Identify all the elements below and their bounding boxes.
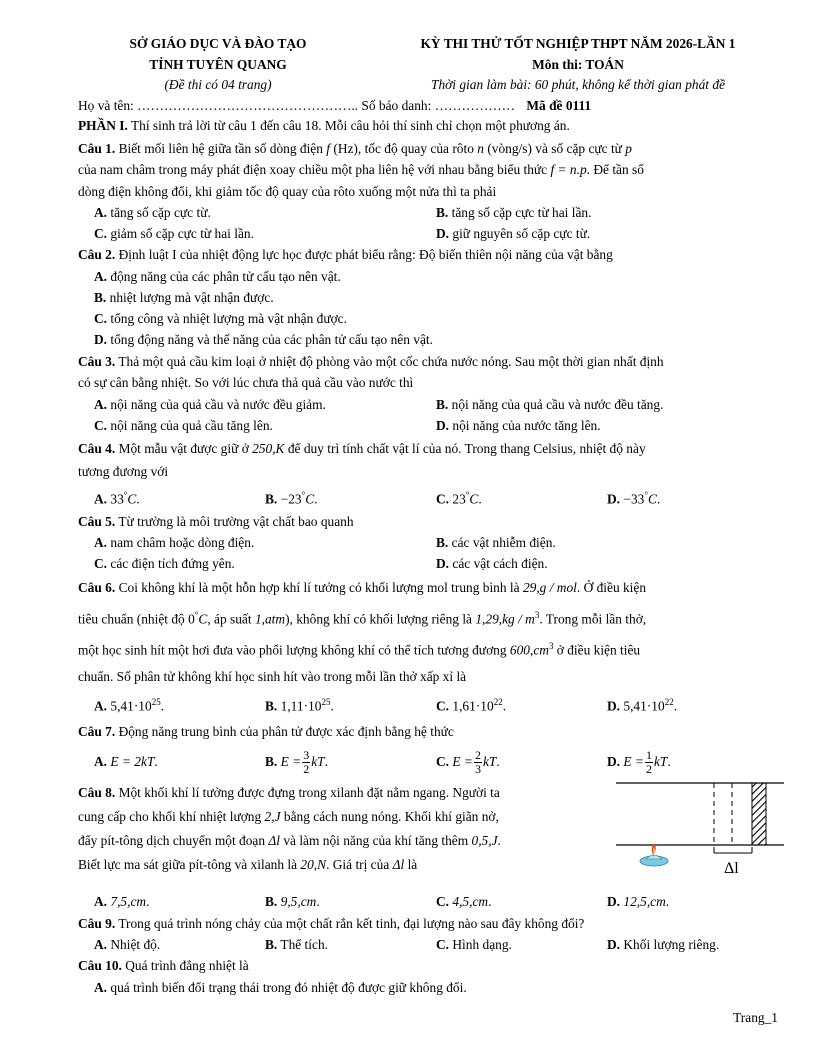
option-label: D. [607, 698, 621, 714]
option-text: nội năng của quả cầu tăng lên. [110, 417, 273, 433]
option-b[interactable] [436, 394, 778, 415]
student-name-field: Họ và tên: ………………………………………….. Số báo danh: ……………… [78, 97, 516, 113]
option-value: 1,11·10 [280, 698, 322, 714]
question-4-stem [78, 437, 778, 483]
period: . [478, 490, 482, 506]
unit: C [127, 490, 137, 506]
option-a[interactable] [94, 934, 265, 955]
option-label: A. [94, 979, 108, 995]
question-text: là [404, 856, 418, 872]
question-1-stem [78, 138, 778, 203]
option-label: C. [94, 556, 108, 572]
option-label: D. [436, 556, 450, 572]
option-label: B. [436, 535, 449, 551]
math-symbol: Δl [268, 832, 280, 848]
option-d[interactable] [607, 744, 778, 780]
question-text: một học sinh hít một hơi đưa vào phổi lượng không khí có thể tích tương đương [78, 642, 510, 658]
question-10 [78, 956, 778, 998]
header-right [358, 34, 778, 96]
option-label: C. [436, 490, 450, 506]
option-text: các điện tích đứng yên. [110, 556, 235, 572]
option-value: 9,5,cm [280, 893, 317, 909]
option-text: nam châm hoặc dòng điện. [110, 535, 255, 551]
question-4 [78, 437, 778, 511]
options-row [78, 891, 778, 913]
question-text: (vòng/s) và số cặp cực từ [483, 140, 626, 156]
option-text: nội năng của nước tăng lên. [452, 417, 601, 433]
option-c[interactable] [78, 308, 778, 329]
department-name: SỞ GIÁO DỤC VÀ ĐÀO TẠO [129, 36, 307, 51]
option-c[interactable] [436, 934, 607, 955]
part1-heading [78, 116, 778, 137]
header-left [78, 34, 358, 96]
option-d[interactable] [78, 329, 778, 350]
period: . [146, 893, 150, 909]
math-value: 250,K [252, 440, 285, 456]
option-c[interactable] [436, 690, 607, 718]
fraction [474, 749, 482, 776]
student-info-line [78, 96, 778, 117]
question-text: dòng điện không đổi, khi giảm tốc độ quay của rôto xuống một nửa thì ta phải [78, 183, 497, 199]
question-text: bằng cách nung nóng. Khối khí giãn nở, [280, 808, 499, 824]
question-text: Một mẫu vật được giữ ở [115, 440, 253, 456]
math-formula: E = 2kT [110, 753, 155, 769]
question-text: . Để tần số [586, 162, 644, 177]
period: . [324, 753, 328, 769]
exponent: 22 [664, 697, 674, 708]
option-label: A. [94, 753, 108, 769]
option-text: tăng số cặp cực từ hai lần. [451, 205, 592, 220]
question-2-stem [78, 245, 778, 266]
subject-line: Môn thi: TOÁN [532, 56, 624, 72]
option-a[interactable] [78, 266, 778, 287]
question-text: ), không khí có khối lượng riêng là [285, 611, 476, 627]
question-text: có sự cân bằng nhiệt. So với lúc chưa thả quả cầu vào nước thì [78, 375, 414, 390]
option-label: B. [265, 893, 278, 909]
period: . [488, 893, 492, 909]
question-number: Câu 7. [78, 723, 116, 739]
option-text: Khối lượng riêng. [623, 937, 720, 953]
option-text: tổng công và nhiệt lượng mà vật nhận được. [110, 310, 347, 326]
period: . [316, 893, 320, 909]
exam-code: Mã đề 0111 [526, 97, 592, 113]
option-a[interactable] [94, 202, 436, 223]
math-value: 29,g / mol [522, 580, 577, 596]
cylinder-diagram [616, 781, 786, 877]
question-number: Câu 1. [78, 140, 116, 156]
question-text: Coi không khí là một hỗn hợp khí lí tưởng có khối lượng mol trung bình là [115, 580, 523, 596]
options-row [78, 744, 778, 780]
option-value: 5,41·10 [110, 698, 152, 714]
option-c[interactable] [94, 223, 436, 244]
option-value: 7,5,cm [110, 893, 147, 909]
question-5 [78, 512, 778, 575]
page-count-note: (Đề thi có 04 trang) [164, 77, 272, 92]
question-number: Câu 9. [78, 915, 116, 931]
options-row [78, 532, 778, 553]
question-number: Câu 10. [78, 958, 122, 974]
option-label: A. [94, 490, 108, 506]
options-row [78, 934, 778, 955]
option-c[interactable] [436, 483, 607, 511]
option-label: A. [94, 698, 108, 714]
math-value: 600,cm [509, 642, 549, 658]
option-value: −33 [623, 490, 645, 506]
period: . [667, 753, 671, 769]
option-b[interactable] [265, 744, 436, 780]
option-b[interactable] [265, 891, 436, 913]
option-value: 12,5,cm [623, 893, 666, 909]
math-value: 20,N [300, 856, 327, 872]
period: . [160, 698, 165, 714]
numerator: 2 [474, 748, 481, 763]
question-text: Biết lực ma sát giữa pít-tông và xilanh là [78, 856, 301, 872]
options-row [78, 223, 778, 244]
exponent: 22 [493, 697, 503, 708]
question-2 [78, 245, 778, 350]
option-label: C. [436, 893, 450, 909]
option-label: D. [607, 753, 621, 769]
exponent: 25 [151, 697, 161, 708]
unit: C [469, 490, 479, 506]
option-c[interactable] [94, 415, 436, 436]
numerator: 1 [645, 748, 652, 763]
page-number: Trang_1 [733, 1010, 778, 1025]
question-text: Một khối khí lí tưởng được đựng trong xilanh đặt nằm ngang. Người ta [115, 784, 500, 800]
option-value: 5,41·10 [623, 698, 665, 714]
option-d[interactable] [436, 415, 778, 436]
option-value: −23 [280, 490, 302, 506]
option-text: quá trình biến đổi trạng thái trong đó nhiệt độ được giữ không đổi. [110, 979, 467, 995]
question-text: và làm nội năng của khí tăng thêm [280, 832, 472, 848]
option-text: nội năng của quả cầu và nước đều giảm. [110, 396, 326, 412]
option-text: nội năng của quả cầu và nước đều tăng. [451, 396, 664, 412]
unit: C [647, 490, 657, 506]
option-b[interactable] [265, 934, 436, 955]
question-text: , áp suất [207, 611, 255, 627]
math-value: 1,atm [254, 611, 286, 627]
question-number: Câu 8. [78, 784, 116, 800]
option-label: A. [94, 535, 108, 551]
option-c[interactable] [436, 744, 607, 780]
exam-page [78, 34, 778, 998]
option-label: A. [94, 205, 108, 220]
option-b[interactable] [78, 287, 778, 308]
fraction [302, 749, 310, 776]
option-label: B. [265, 753, 278, 769]
options-row [78, 483, 778, 511]
question-text: chuẩn. Số phân tử không khí học sinh hít vào trong mỗi lần thở xấp xỉ là [78, 668, 467, 684]
options-row [78, 394, 778, 415]
option-text: Thể tích. [280, 937, 328, 953]
option-b[interactable] [436, 202, 778, 223]
period: . [136, 490, 140, 506]
option-label: D. [94, 331, 108, 347]
option-a[interactable] [94, 690, 265, 718]
option-text: động năng của các phân tử cấu tạo nên vật. [110, 268, 341, 284]
question-number: Câu 6. [78, 580, 116, 596]
options-row [78, 415, 778, 436]
option-a[interactable] [94, 744, 265, 780]
numerator: 3 [303, 748, 310, 763]
question-text: Biết mối liên hệ giữa tần số dòng điện [115, 140, 327, 156]
question-8-stem [78, 781, 608, 877]
part1-desc: Thí sinh trả lời từ câu 1 đến câu 18. Mỗi câu hỏi thí sinh chỉ chọn một phương án. [127, 118, 570, 133]
denominator: 2 [303, 762, 310, 777]
question-7 [78, 720, 778, 780]
question-text: . Ở điều kiện [576, 580, 647, 596]
option-a[interactable] [94, 532, 436, 553]
option-a[interactable] [94, 891, 265, 913]
option-label: D. [436, 417, 450, 433]
math-symbol: p [625, 140, 632, 156]
question-7-stem [78, 720, 778, 744]
question-number: Câu 5. [78, 513, 116, 529]
option-label: C. [436, 937, 450, 953]
option-label: D. [607, 937, 621, 953]
question-3 [78, 351, 778, 436]
question-10-stem [78, 956, 778, 977]
degree-sign: ° [644, 489, 648, 500]
option-text: tổng động năng và thế năng của các phân tử cấu tạo nên vật. [110, 331, 433, 347]
math-formula: kT [653, 753, 668, 769]
option-d[interactable] [607, 891, 778, 913]
degree-sign: ° [465, 489, 470, 500]
period: . [673, 698, 678, 714]
question-text: của nam châm trong máy phát điện xoay chiều một pha liên hệ với nhau bằng biểu thức [78, 162, 551, 177]
question-text: đẩy pít-tông dịch chuyển một đoạn [78, 832, 269, 848]
math-symbol: Δl [392, 856, 405, 872]
question-6 [78, 575, 778, 718]
options-row [78, 690, 778, 718]
denominator: 3 [474, 762, 481, 777]
option-label: B. [265, 698, 278, 714]
option-label: A. [94, 396, 108, 412]
question-text: tương đương với [78, 463, 169, 479]
option-text: Nhiệt độ. [110, 937, 161, 953]
option-d[interactable] [436, 553, 778, 574]
question-text: để duy trì tính chất vật lí của nó. Trong thang Celsius, nhiệt độ này [284, 440, 646, 456]
period: . [314, 490, 318, 506]
option-label: A. [94, 937, 108, 953]
exam-title: KỲ THI THỬ TỐT NGHIỆP THPT NĂM 2026-LẦN 1 [420, 36, 736, 51]
option-b[interactable] [436, 532, 778, 553]
option-b[interactable] [265, 690, 436, 718]
option-value: 33 [110, 490, 124, 506]
math-formula: E = [280, 753, 302, 769]
option-text: Hình dạng. [452, 937, 512, 953]
option-d[interactable] [607, 690, 778, 718]
question-text: Động năng trung bình của phân tử được xác định bằng hệ thức [115, 723, 454, 739]
question-6-stem: Câu 6. Coi không khí là một hỗn hợp khí lí tưởng có khối lượng mol trung bình là 29,g / mol. Ở điều kiện tiêu chuẩn (nhiệt độ 0°C, áp suất 1,atm), không khí có khối lượng riêng là $1,29,kg / m^3$. Trong mỗi lần thở, một học sinh hít một hơi đưa vào phổi lượng không khí có thể tích tương đương $600,cm^3$ ở điều kiện tiêu chuẩn. Số phân tử không khí học sinh hít vào trong mỗi lần thở xấp xỉ là [78, 580, 647, 684]
question-text: Từ trường là môi trường vật chất bao quanh [115, 513, 354, 529]
question-text: . Giá trị của [326, 856, 393, 872]
period: . [154, 753, 158, 769]
question-3-stem [78, 351, 778, 394]
option-d[interactable] [436, 223, 778, 244]
question-9-stem [78, 914, 778, 935]
question-text: Trong quá trình nóng chảy của một chất rắn kết tinh, đại lượng nào sau đây không đổi? [115, 915, 585, 931]
burner-icon [640, 843, 668, 866]
option-text: giảm số cặp cực từ hai lần. [110, 226, 254, 241]
question-number: Câu 3. [78, 353, 116, 369]
period: . [496, 753, 500, 769]
option-label: D. [607, 490, 621, 506]
option-label: C. [94, 417, 108, 433]
question-9 [78, 914, 778, 956]
piston [752, 783, 766, 845]
option-text: các vật nhiễm điện. [451, 535, 556, 551]
option-a[interactable] [94, 394, 436, 415]
degree-sign: ° [194, 609, 199, 620]
math-formula: kT [311, 753, 325, 769]
option-label: A. [94, 893, 108, 909]
math-formula: f = n.p [550, 162, 587, 177]
question-text: . Trong mỗi lần thở, [539, 611, 647, 627]
question-text: (Hz), tốc độ quay của rôto [330, 140, 478, 156]
math-value: 0 [188, 611, 195, 627]
option-label: B. [436, 205, 449, 220]
option-text: giữ nguyên số cặp cực từ. [452, 226, 591, 241]
option-a[interactable] [78, 977, 778, 998]
delta-l-label: Δl [724, 859, 739, 877]
math-formula: E = [452, 753, 473, 769]
option-value: 4,5,cm [452, 893, 489, 909]
options-row [78, 553, 778, 574]
math-value: 0,5,J [471, 832, 498, 848]
math-value: 2,J [264, 808, 281, 824]
option-label: D. [607, 893, 621, 909]
option-text: các vật cách điện. [452, 556, 548, 572]
period: . [502, 698, 507, 714]
question-text: tiêu chuẩn (nhiệt độ [78, 611, 189, 627]
time-note: Thời gian làm bài: 60 phút, không kể thời gian phát đề [431, 77, 725, 92]
province-name: TỈNH TUYÊN QUANG [149, 56, 287, 72]
math-formula: kT [482, 753, 497, 769]
option-d[interactable] [607, 934, 778, 955]
math-formula: E = [623, 753, 644, 769]
denominator: 2 [645, 762, 652, 777]
question-5-stem [78, 512, 778, 533]
unit: C [198, 611, 208, 627]
period: . [665, 893, 670, 909]
fraction [645, 749, 653, 776]
option-text: nhiệt lượng mà vật nhận được. [109, 289, 274, 305]
option-c[interactable] [94, 553, 436, 574]
question-number: Câu 2. [78, 247, 116, 262]
question-text: cung cấp cho khối khí nhiệt lượng [78, 808, 265, 824]
option-text: tăng số cặp cực từ. [110, 205, 211, 220]
option-value: 23 [452, 490, 466, 506]
option-label: C. [436, 753, 450, 769]
degree-sign: ° [301, 489, 306, 500]
option-label: D. [436, 226, 450, 241]
exponent: 25 [321, 697, 331, 708]
option-label: B. [94, 289, 107, 305]
option-label: A. [94, 268, 108, 284]
question-text: Định luật I của nhiệt động lực học được phát biểu rằng: Độ biến thiên nội năng của vật bằng [115, 247, 613, 262]
period: . [330, 698, 334, 714]
question-text: Thả một quả cầu kim loại ở nhiệt độ phòng vào một cốc chứa nước nóng. Sau một thời gian nhất định [115, 353, 664, 369]
option-label: B. [436, 396, 449, 412]
question-1 [78, 138, 778, 245]
option-label: B. [265, 937, 278, 953]
question-text: ở điều kiện tiêu [553, 642, 641, 658]
option-label: C. [436, 698, 450, 714]
option-d[interactable] [607, 483, 778, 511]
period: . [656, 490, 661, 506]
option-label: C. [94, 226, 108, 241]
question-text: Quá trình đẳng nhiệt là [121, 958, 249, 974]
exam-header [78, 34, 778, 96]
option-label: B. [265, 490, 278, 506]
option-value: 1,61·10 [452, 698, 494, 714]
math-value: 1,29,kg / m [475, 611, 535, 627]
option-b[interactable] [265, 483, 436, 511]
part1-title: PHẦN I. [78, 118, 128, 133]
degree-sign: ° [123, 489, 128, 500]
question-8 [78, 781, 778, 913]
unit: C [305, 490, 315, 506]
question-number: Câu 4. [78, 440, 116, 456]
options-row [78, 202, 778, 223]
option-a[interactable] [94, 483, 265, 511]
question-text: . [497, 832, 501, 848]
math-symbol: f [326, 140, 331, 156]
math-symbol: n [477, 140, 484, 156]
option-c[interactable] [436, 891, 607, 913]
option-label: C. [94, 310, 108, 326]
